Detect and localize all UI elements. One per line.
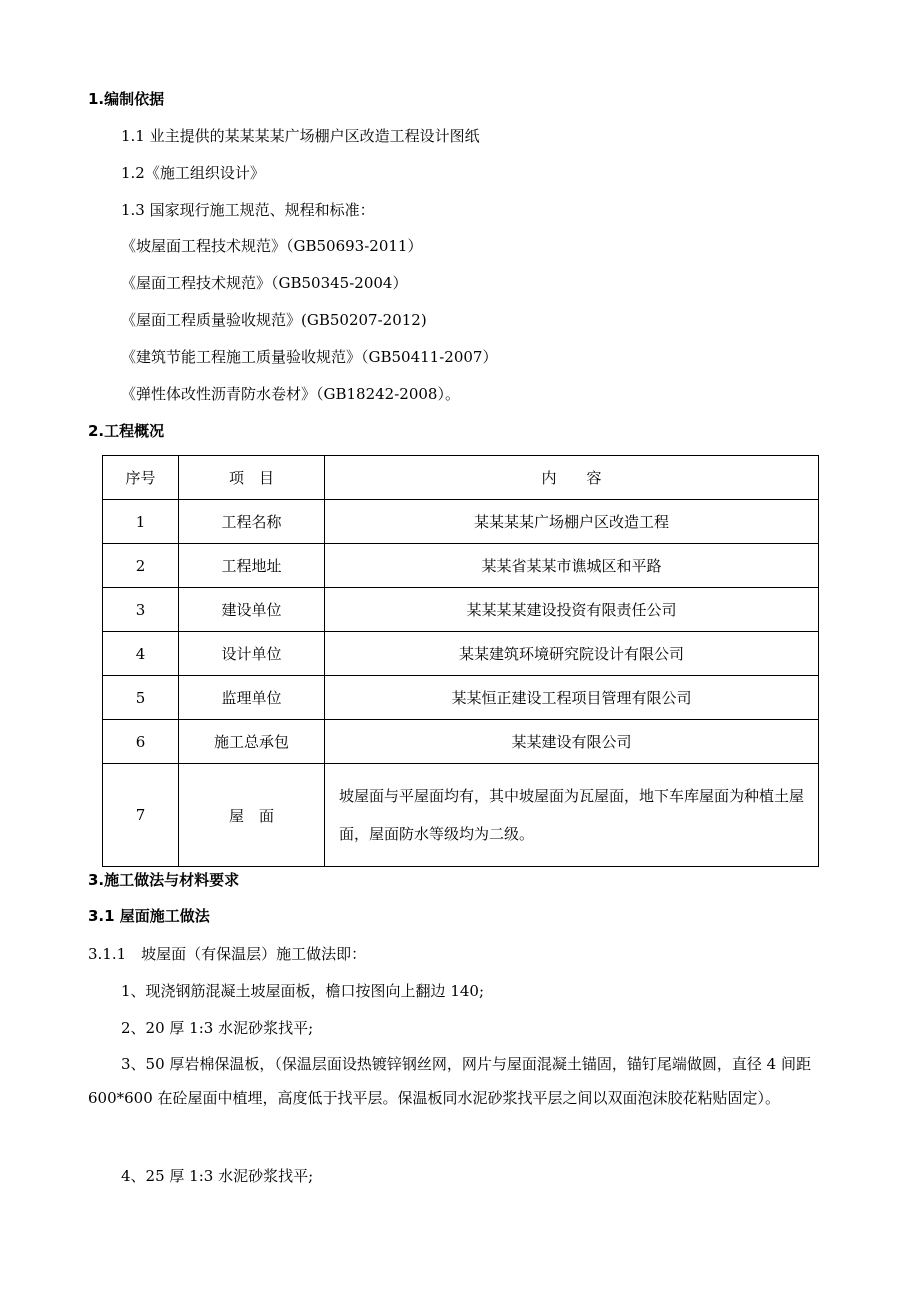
table-row [103,676,819,720]
table-row [103,544,819,588]
row-content: 某某某某广场棚户区改造工程 [325,500,819,544]
table-row [103,632,819,676]
row-content: 坡屋面与平屋面均有，其中坡屋面为瓦屋面，地下车库屋面为种植土屋面，屋面防水等级均为二级。 [325,764,819,867]
standard-item: 《屋面工程技术规范》（GB50345-2004） [121,274,408,292]
row-item: 建设单位 [179,588,325,632]
section-3-1-heading: 3.1 屋面施工做法 [88,907,210,925]
table-header-row [103,456,819,500]
table-row [103,720,819,764]
section-3-heading: 3.施工做法与材料要求 [88,871,240,889]
table-row [103,588,819,632]
row-content: 某某建设有限公司 [325,720,819,764]
row-content: 某某建筑环境研究院设计有限公司 [325,632,819,676]
row-content: 某某某某建设投资有限责任公司 [325,588,819,632]
basis-item-2: 1.2《施工组织设计》 [121,164,265,182]
row-item: 屋 面 [179,764,325,867]
section-3-1-1-title: 3.1.1 坡屋面（有保温层）施工做法即： [88,945,367,963]
row-no: 3 [103,588,179,632]
basis-item-1: 1.1 业主提供的某某某某广场棚户区改造工程设计图纸 [121,127,480,145]
standard-item: 《建筑节能工程施工质量验收规范》（GB50411-2007） [121,348,498,366]
row-item: 监理单位 [179,676,325,720]
header-cell-no: 序号 [103,456,179,500]
row-item: 设计单位 [179,632,325,676]
basis-item-3: 1.3 国家现行施工规范、规程和标准： [121,201,375,219]
row-item: 工程地址 [179,544,325,588]
step-item: 2、20 厚 1:3 水泥砂浆找平; [121,1019,314,1037]
project-overview-table [102,455,819,867]
header-cell-item: 项 目 [179,456,325,500]
standard-item: 《屋面工程质量验收规范》(GB50207-2012) [121,311,427,329]
row-no: 7 [103,764,179,867]
section-1-heading: 1.编制依据 [88,90,165,108]
step-item: 1、现浇钢筋混凝土坡屋面板，檐口按图向上翻边 140; [121,982,484,1000]
row-no: 2 [103,544,179,588]
row-content: 某某省某某市谯城区和平路 [325,544,819,588]
step-item: 4、25 厚 1:3 水泥砂浆找平; [121,1167,314,1185]
row-no: 1 [103,500,179,544]
step-item-long: 3、50 厚岩棉保温板，（保温层面设热镀锌钢丝网，网片与屋面混凝土锚固，锚钉尾端做圆，直径 4 间距 600*600 在砼屋面中植埋，高度低于找平层。保温板同水泥砂浆找平层之间以双面泡沫胶花粘贴固定）。 [88,1055,811,1107]
row-content: 某某恒正建设工程项目管理有限公司 [325,676,819,720]
table-row [103,764,819,867]
row-item: 施工总承包 [179,720,325,764]
row-no: 5 [103,676,179,720]
row-no: 4 [103,632,179,676]
header-cell-content: 内 容 [325,456,819,500]
row-item: 工程名称 [179,500,325,544]
standard-item: 《弹性体改性沥青防水卷材》（GB18242-2008）。 [121,385,460,403]
standard-item: 《坡屋面工程技术规范》（GB50693-2011） [121,237,423,255]
table-row [103,500,819,544]
section-2-heading: 2.工程概况 [88,422,165,440]
row-no: 6 [103,720,179,764]
